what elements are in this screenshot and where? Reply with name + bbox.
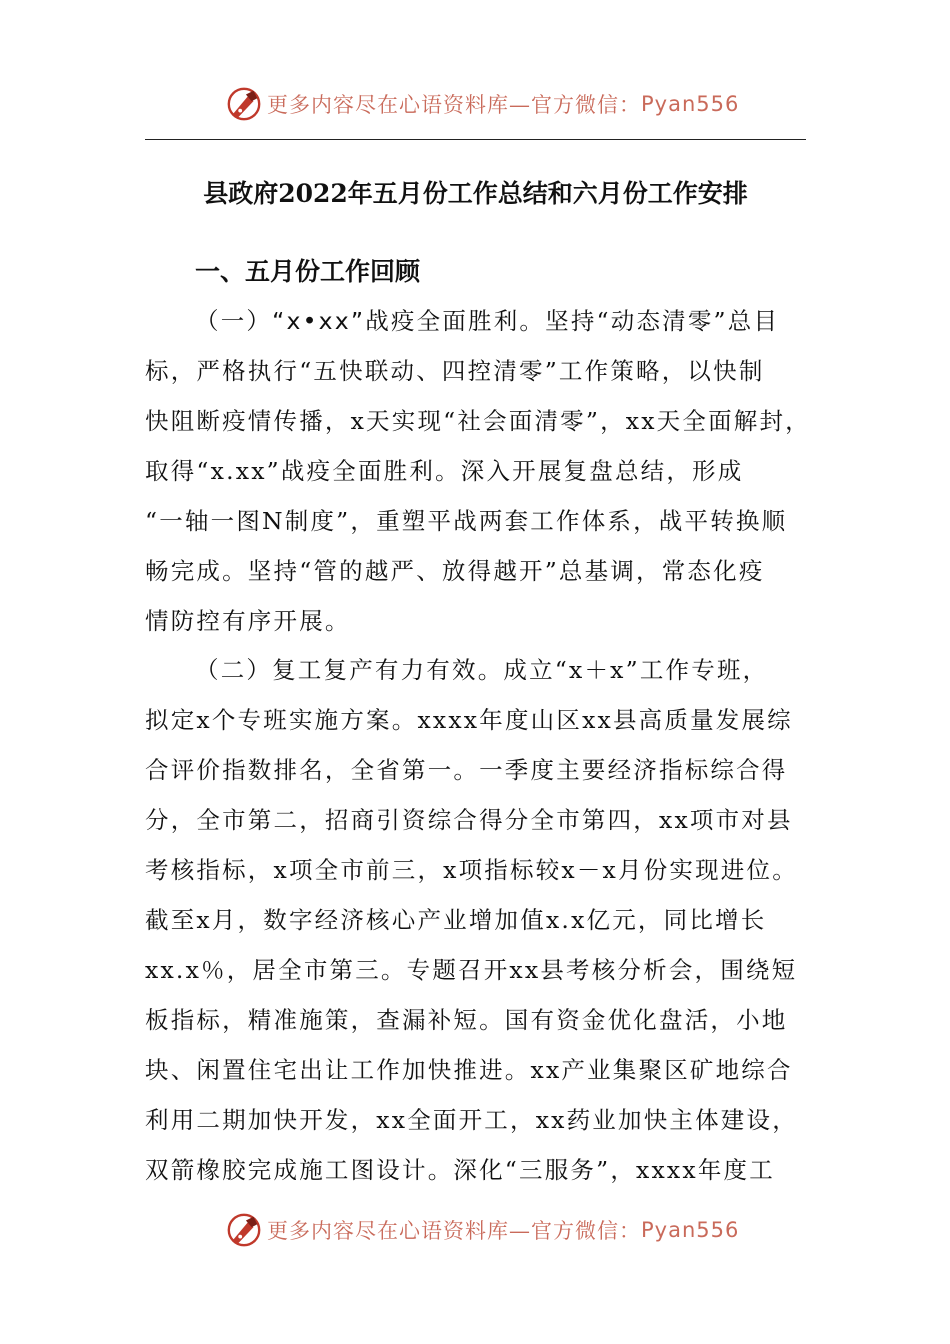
paragraph-lead: （一）“x•xx”战疫全面胜利。 (195, 307, 546, 335)
pen-nib-logo-icon (225, 1211, 263, 1249)
watermark-text: 更多内容尽在心语资料库—官方微信： (267, 93, 641, 117)
watermark-text: 更多内容尽在心语资料库—官方微信： (267, 1219, 641, 1243)
watermark-footer (225, 1208, 739, 1252)
paragraph-2 (145, 645, 815, 1195)
paragraph-line: 拟定x个专班实施方案。xxxx年度山区xx县高质量发展综 (145, 706, 793, 734)
paragraph-line: 板指标，精准施策，查漏补短。国有资金优化盘活，小地 (145, 1006, 788, 1034)
paragraph-line: 利用二期加快开发，xx全面开工，xx药业加快主体建设， (145, 1106, 798, 1134)
paragraph-line: 情防控有序开展。 (145, 607, 351, 635)
paragraph-line: 截至x月，数字经济核心产业增加值x.x亿元，同比增长 (145, 906, 767, 934)
paragraph-line (145, 296, 815, 346)
header-rule (145, 139, 806, 140)
paragraph-line: 标，严格执行“五快联动、四控清零”工作策略，以快制 (145, 357, 765, 385)
paragraph-1 (145, 296, 815, 646)
paragraph-line: 考核指标，x项全市前三，x项指标较x－x月份实现进位。 (145, 856, 798, 884)
paragraph-line: 取得“x.xx”战疫全面胜利。深入开展复盘总结，形成 (145, 457, 744, 485)
paragraph-line: 块、闲置住宅出让工作加快推进。xx产业集聚区矿地综合 (145, 1056, 793, 1084)
paragraph-line: xx.x％，居全市第三。专题召开xx县考核分析会，围绕短 (145, 956, 798, 984)
paragraph-line-text: 成立“x＋x”工作专班， (503, 656, 769, 684)
paragraph-line: 合评价指数排名，全省第一。一季度主要经济指标综合得 (145, 756, 788, 784)
section-heading: 一、五月份工作回顾 (195, 257, 421, 286)
paragraph-line (145, 645, 815, 695)
pen-nib-logo-icon (225, 85, 263, 123)
paragraph-line: “一轴一图N制度”，重塑平战两套工作体系，战平转换顺 (145, 507, 788, 535)
paragraph-line: 快阻断疫情传播，x天实现“社会面清零”，xx天全面解封， (145, 407, 811, 435)
document-title: 县政府2022年五月份工作总结和六月份工作安排 (203, 179, 748, 208)
paragraph-lead: （二）复工复产有力有效。 (195, 656, 504, 684)
watermark-wechat-id: Pyan556 (641, 1218, 740, 1242)
paragraph-line: 分，全市第二，招商引资综合得分全市第四，xx项市对县 (145, 806, 793, 834)
paragraph-line-text: 坚持“动态清零”总目 (545, 307, 780, 335)
watermark-wechat-id: Pyan556 (641, 92, 740, 116)
paragraph-line: 双箭橡胶完成施工图设计。深化“三服务”，xxxx年度工 (145, 1156, 775, 1184)
paragraph-line: 畅完成。坚持“管的越严、放得越开”总基调，常态化疫 (145, 557, 765, 585)
watermark-header (225, 82, 739, 126)
